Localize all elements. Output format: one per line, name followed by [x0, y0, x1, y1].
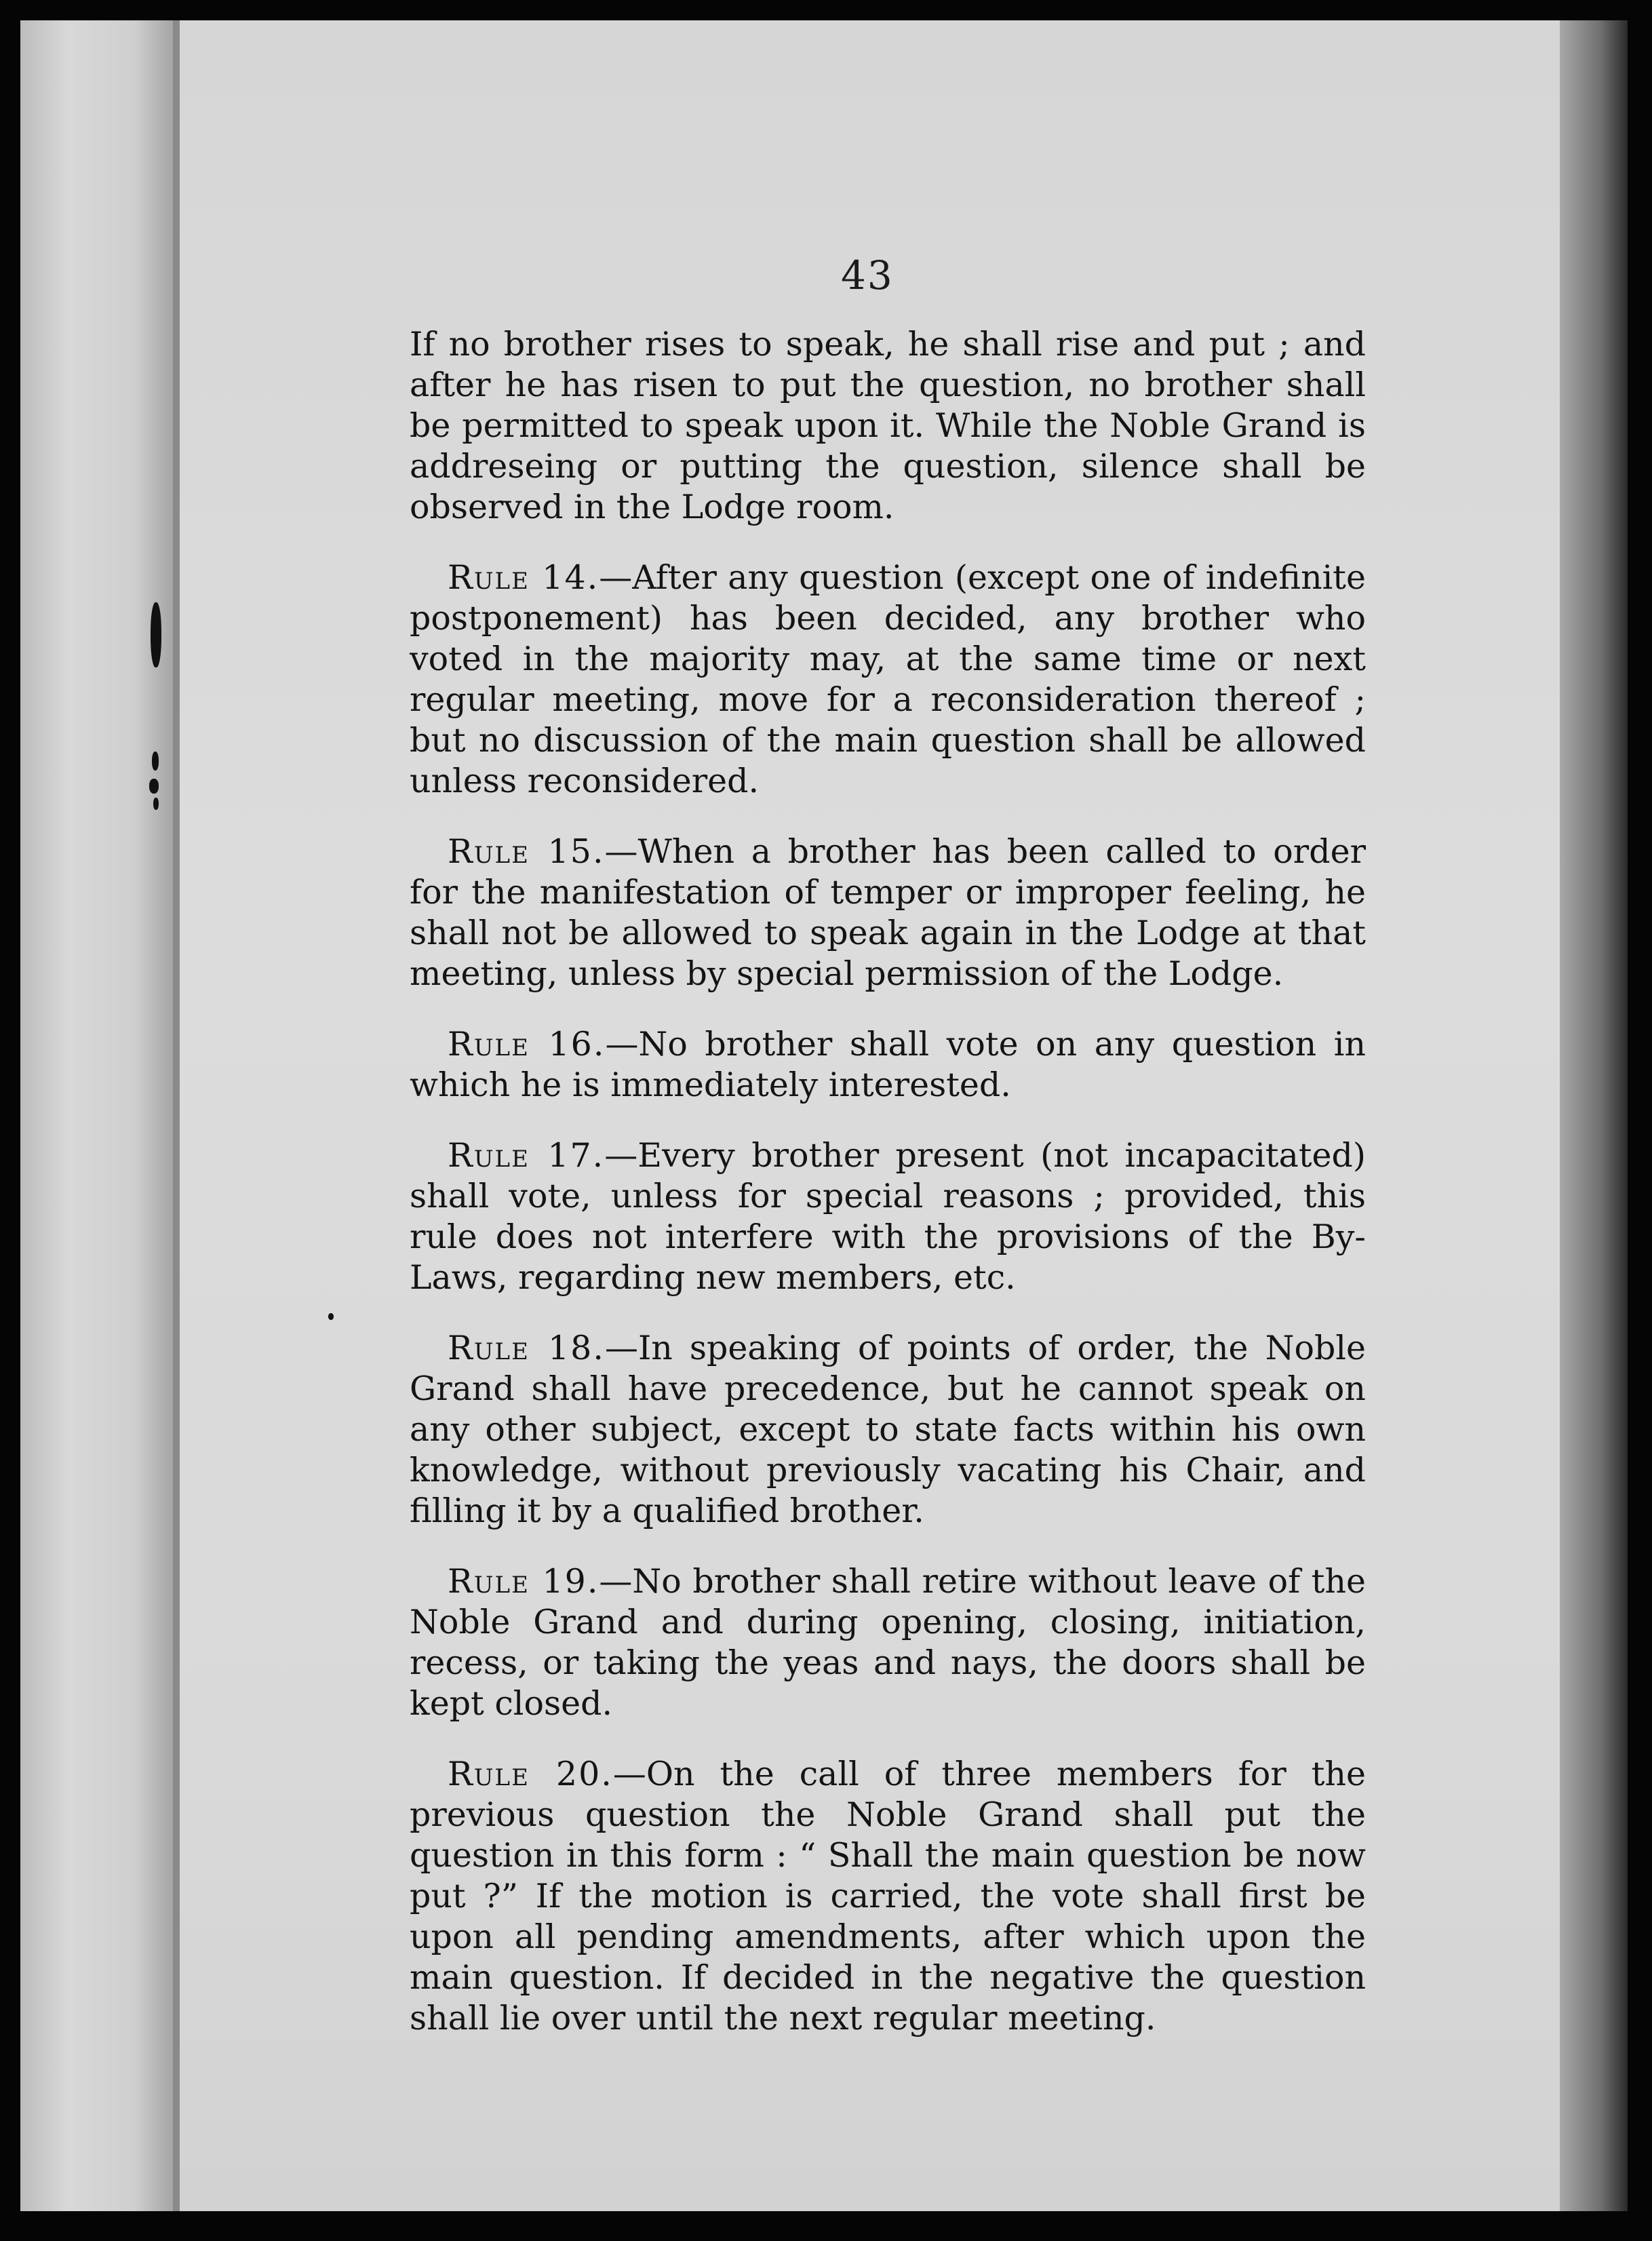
- rule-text: —No brother shall vote on any question in which he is immediately interested.: [410, 1025, 1366, 1104]
- paragraph-text: If no brother rises to speak, he shall rise and put ; and after he has risen to put the question, no brother shall be permitted to speak upon it. While the Noble Grand is addreseing or putting the question, silence shall be observed in the Lodge room.: [410, 325, 1366, 526]
- page-right-edge: [1560, 20, 1628, 2211]
- rule-text: —When a brother has been called to order for the manifestation of temper or improper feeling, he shall not be allowed to speak again in the Lodge at that meeting, unless by special permission of the Lodge.: [410, 832, 1366, 993]
- ink-spot: [153, 798, 159, 810]
- rule-text: —Every brother present (not incapacitated) shall vote, unless for special reasons ; provided, this rule does not interfere with the provisions of the By-Laws, regarding new members, etc.: [410, 1136, 1366, 1297]
- rule-14: [410, 558, 1366, 802]
- ink-spot: [151, 602, 161, 667]
- body-text: [410, 324, 1366, 2069]
- paragraph-intro: [410, 324, 1366, 528]
- ink-spot: [152, 752, 159, 771]
- ink-spot: [328, 1313, 334, 1320]
- ink-spot: [149, 779, 159, 794]
- rule-19: [410, 1561, 1366, 1724]
- rule-label: Rule 16.: [448, 1025, 606, 1064]
- rule-text: —On the call of three members for the previous question the Noble Grand shall put the question in this form : “ Shall the main question be now put ?” If the motion is carried, the vote shall first be upon all pending amendments, after which upon the main question. If decided in the negative the question shall lie over until the next regular meeting.: [410, 1755, 1366, 2038]
- rule-18: [410, 1328, 1366, 1532]
- binding-gutter: [20, 20, 183, 2211]
- rule-label: Rule 19.: [448, 1562, 599, 1601]
- rule-label: Rule 18.: [448, 1329, 605, 1367]
- rule-text: —After any question (except one of indefinite postponement) has been decided, any brother who voted in the majority may, at the same time or next regular meeting, move for a reconsideration thereof ; but no discussion of the main question shall be allowed unless reconsidered.: [410, 558, 1366, 800]
- rule-20: [410, 1754, 1366, 2039]
- rule-label: Rule 14.: [448, 558, 599, 597]
- rule-label: Rule 20.: [448, 1755, 613, 1793]
- rule-17: [410, 1135, 1366, 1298]
- rule-label: Rule 15.: [448, 832, 605, 871]
- rule-15: [410, 832, 1366, 994]
- page-number: 43: [841, 252, 894, 298]
- rule-16: [410, 1024, 1366, 1106]
- rule-label: Rule 17.: [448, 1136, 605, 1175]
- rule-text: —In speaking of points of order, the Noble Grand shall have precedence, but he cannot speak on any other subject, except to state facts within his own knowledge, without previously vacating his Chair, and filling it by a qualified brother.: [410, 1329, 1366, 1530]
- rule-text: —No brother shall retire without leave of the Noble Grand and during opening, closing, initiation, recess, or taking the yeas and nays, the doors shall be kept closed.: [410, 1562, 1366, 1723]
